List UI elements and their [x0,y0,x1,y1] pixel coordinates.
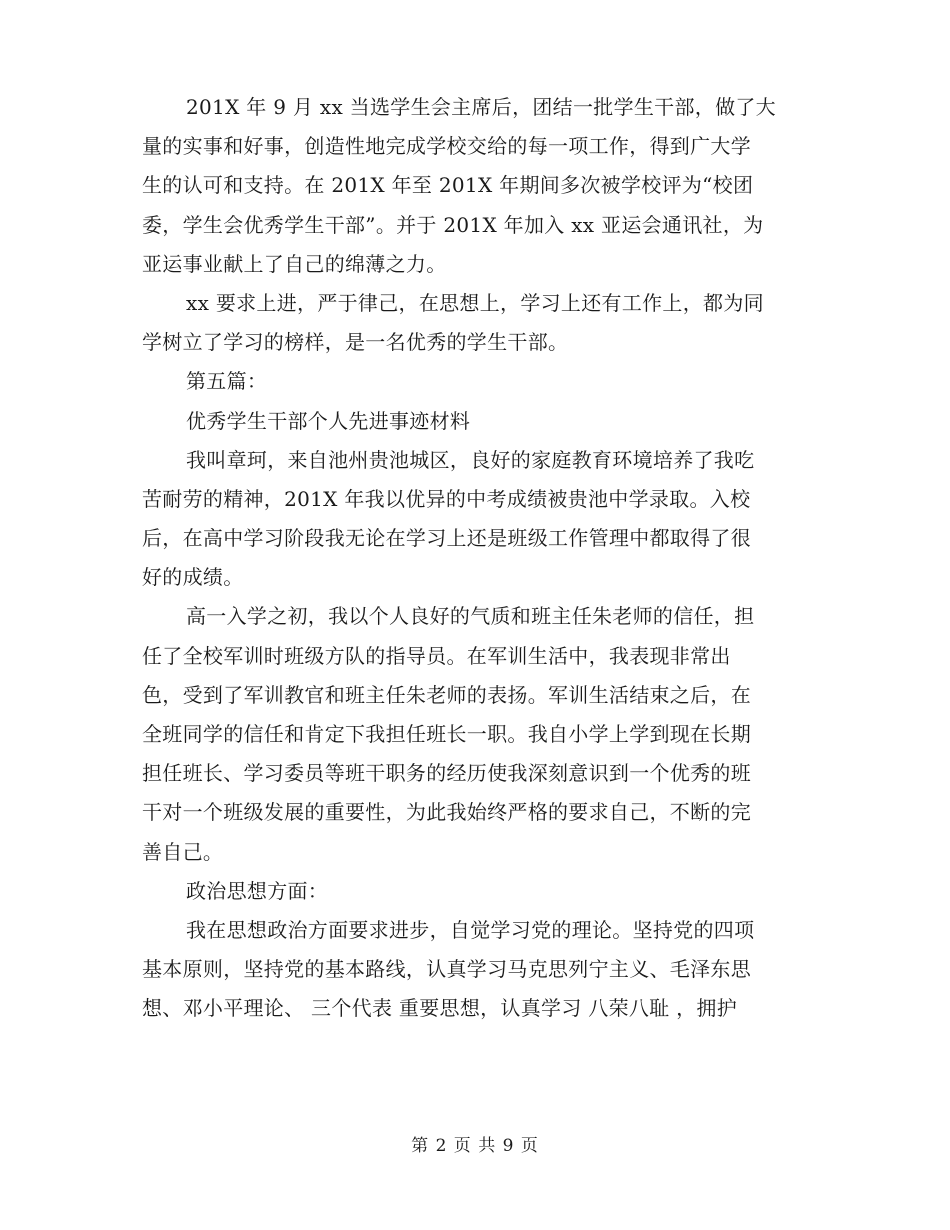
section-heading: 第五篇： [186,369,268,394]
text-line: 量的实事和好事，创造性地完成学校交给的每一项工作，得到广大学 [142,134,751,159]
text-line: 亚运事业献上了自己的绵薄之力。 [142,251,447,276]
text-line: 高一入学之初，我以个人良好的气质和班主任朱老师的信任，担 [186,604,755,629]
text-line: 苦耐劳的精神，201X 年我以优异的中考成绩被贵池中学录取。入校 [142,486,751,511]
text-line: 善自己。 [142,839,224,864]
text-line: 委，学生会优秀学生干部”。并于 201X 年加入 xx 亚运会通讯社，为 [142,212,764,237]
text-line: xx 要求上进，严于律己，在思想上，学习上还有工作上，都为同 [186,290,764,315]
text-line: 学树立了学习的榜样，是一名优秀的学生干部。 [142,330,569,355]
document-body [142,88,802,1029]
text-line: 生的认可和支持。在 201X 年至 201X 年期间多次被学校评为“校团 [142,173,754,198]
text-line: 干对一个班级发展的重要性，为此我始终严格的要求自己，不断的完 [142,800,751,825]
text-line: 想、邓小平理论、 三个代表 重要思想，认真学习 八荣八耻 ，拥护 [142,996,738,1021]
text-line: 我叫章珂，来自池州贵池城区，良好的家庭教育环境培养了我吃 [186,447,755,472]
text-line: 后，在高中学习阶段我无论在学习上还是班级工作管理中都取得了很 [142,526,751,551]
page-number-footer: 第 2 页 共 9 页 [411,1136,539,1156]
subsection-heading: 政治思想方面： [186,878,329,903]
text-line: 基本原则，坚持党的基本路线，认真学习马克思列宁主义、毛泽东思 [142,957,751,982]
text-line: 任了全校军训时班级方队的指导员。在军训生活中，我表现非常出 [142,643,731,668]
article-title: 优秀学生干部个人先进事迹材料 [186,408,471,433]
text-line: 全班同学的信任和肯定下我担任班长一职。我自小学上学到现在长期 [142,722,751,746]
text-line: 色，受到了军训教官和班主任朱老师的表扬。军训生活结束之后，在 [142,682,751,707]
text-line: 担任班长、学习委员等班干职务的经历使我深刻意识到一个优秀的班 [142,761,751,786]
text-line: 我在思想政治方面要求进步，自觉学习党的理论。坚持党的四项 [186,917,755,942]
text-line: 201X 年 9 月 xx 当选学生会主席后，团结一批学生干部，做了大 [186,95,776,119]
text-line: 好的成绩。 [142,565,244,590]
